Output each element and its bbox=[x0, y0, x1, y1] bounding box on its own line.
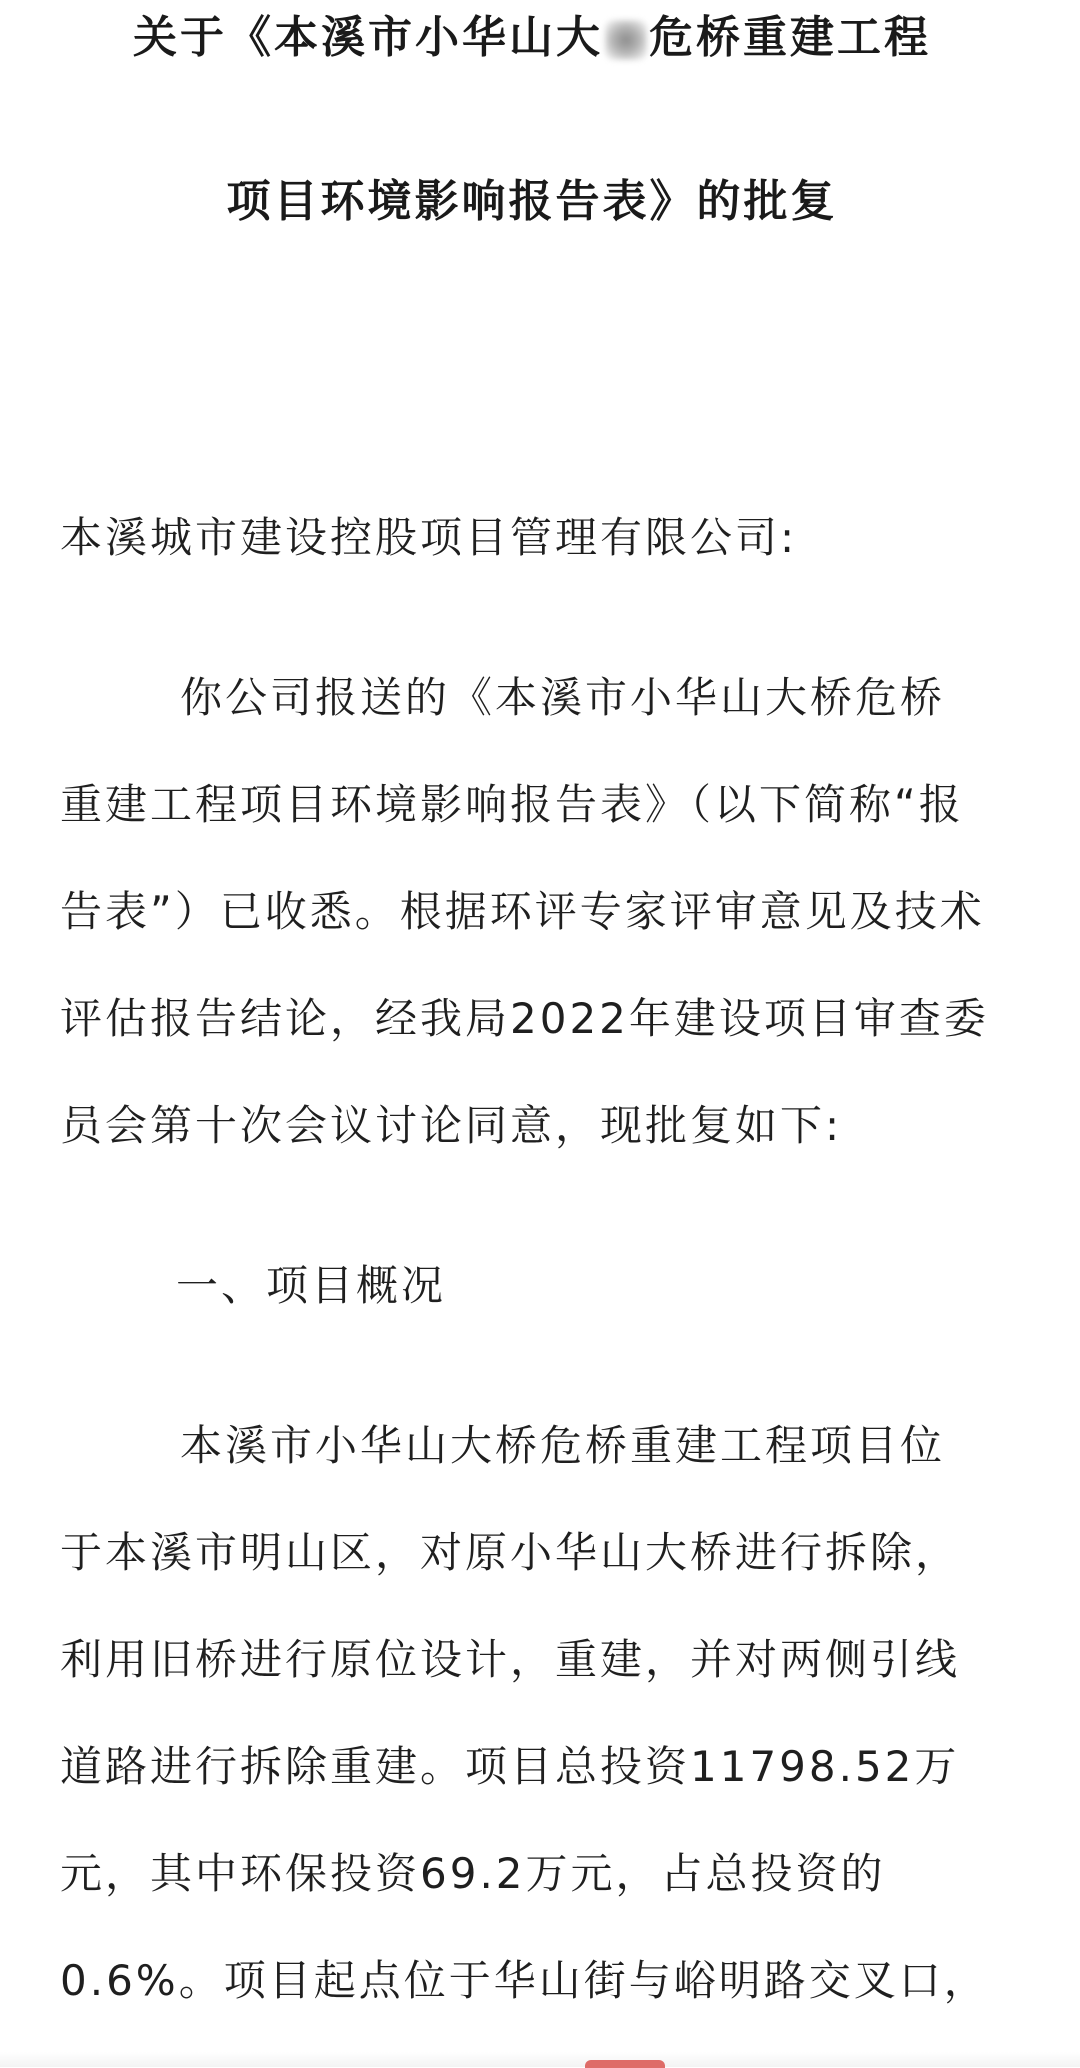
salutation: 本溪城市建设控股项目管理有限公司: bbox=[60, 513, 798, 562]
body-line: 于本溪市明山区，对原小华山大桥进行拆除， bbox=[60, 1528, 961, 1577]
document-title-line-1 bbox=[0, 8, 1072, 68]
body-line: 评估报告结论，经我局2022年建设项目审查委 bbox=[60, 994, 989, 1043]
body-line: 告表”）已收悉。根据环评专家评审意见及技术 bbox=[60, 887, 985, 936]
body-line: 利用旧桥进行原位设计，重建，并对两侧引线 bbox=[60, 1635, 961, 1684]
body-line: 0.6%。项目起点位于华山街与峪明路交叉口， bbox=[60, 1956, 989, 2005]
page-bottom-edge bbox=[0, 2052, 1080, 2067]
section-heading: 一、项目概况 bbox=[176, 1261, 447, 1310]
body-line: 员会第十次会议讨论同意，现批复如下: bbox=[60, 1101, 843, 1150]
redaction-blur bbox=[605, 20, 647, 60]
body-line: 道路进行拆除重建。项目总投资11798.52万 bbox=[60, 1742, 960, 1791]
body-line: 元，其中环保投资69.2万元，占总投资的 bbox=[60, 1849, 886, 1898]
document-title-line-2: 项目环境影响报告表》的批复 bbox=[226, 176, 838, 227]
body-line: 你公司报送的《本溪市小华山大桥危桥 bbox=[180, 673, 946, 722]
body-line: 重建工程项目环境影响报告表》（以下简称“报 bbox=[60, 780, 964, 829]
title-text-part-1: 关于《本溪市小华山大 bbox=[133, 12, 603, 63]
body-line: 本溪市小华山大桥危桥重建工程项目位 bbox=[180, 1421, 946, 1470]
title-text-part-2: 危桥重建工程 bbox=[649, 12, 931, 63]
